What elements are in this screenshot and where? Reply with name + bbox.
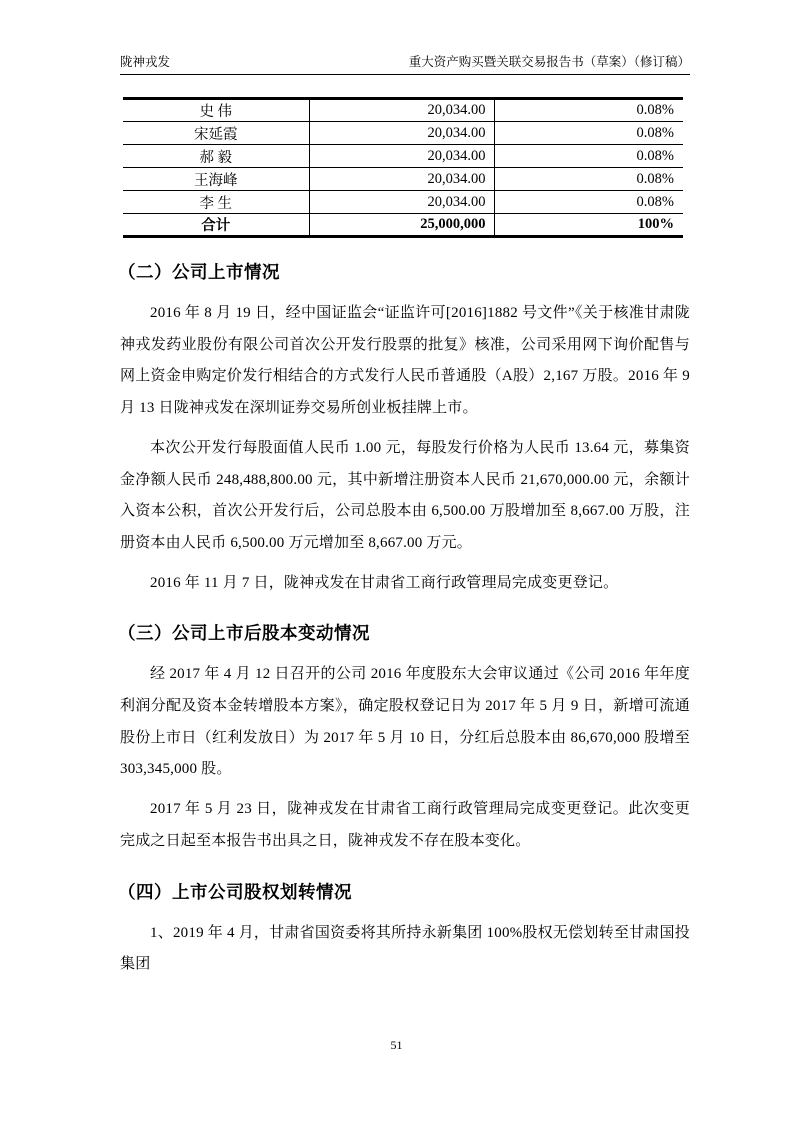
percentage-cell: 0.08% (494, 122, 683, 145)
paragraph: 2016 年 8 月 19 日，经中国证监会“证监许可[2016]1882 号文件”《关于核准甘肃陇神戎发药业股份有限公司首次公开发行股票的批复》核准，公司采用网下询价配售与网上资金申购定价发行相结合的方式发行人民币普通股（A股）2,167 万股。2016 年 9 月 13 日陇神戎发在深圳证券交易所创业板挂牌上市。 (120, 305, 690, 417)
header-document-title: 重大资产购买暨关联交易报告书（草案）（修订稿） (408, 55, 690, 69)
section-share-capital-changes (120, 621, 690, 857)
table-row (123, 122, 683, 145)
shares-cell: 20,034.00 (309, 145, 494, 168)
paragraph: 1、2019 年 4 月，甘肃省国资委将其所持永新集团 100%股权无偿划转至甘肃国投集团 (120, 924, 690, 973)
shareholder-name-cell: 郝 毅 (123, 145, 309, 168)
percentage-cell: 0.08% (494, 168, 683, 191)
section-heading: （二）公司上市情况 (118, 262, 280, 282)
table-row (123, 168, 683, 191)
total-label-cell: 合计 (123, 214, 309, 237)
paragraph: 本次公开发行每股面值人民币 1.00 元，每股发行价格为人民币 13.64 元，募集资金净额人民币 248,488,800.00 元，其中新增注册资本人民币 21,670,000.00 元，余额计入资本公积，首次公开发行后，公司总股本由 6,500.00 万股增加至 8,667.00 万股，注册资本由人民币 6,500.00 万元增加至 8,667.00 万元。 (120, 439, 690, 551)
shareholder-name-cell: 李 生 (123, 191, 309, 214)
header-company-name: 陇神戎发 (120, 55, 171, 69)
shares-cell: 20,034.00 (309, 168, 494, 191)
table-row (123, 99, 683, 122)
shares-cell: 20,034.00 (309, 122, 494, 145)
paragraph: 经 2017 年 4 月 12 日召开的公司 2016 年度股东大会审议通过《公司 2016 年年度利润分配及资本金转增股本方案》，确定股权登记日为 2017 年 5 月 9 日，新增可流通股份上市日（红利发放日）为 2017 年 5 月 10 日，分红后总股本由 86,670,000 股增至 303,345,000 股。 (120, 666, 690, 778)
section-listing-status (120, 260, 690, 599)
shares-cell: 20,034.00 (309, 99, 494, 122)
total-percentage-cell: 100% (637, 216, 674, 232)
shareholder-name-cell: 王海峰 (123, 168, 309, 191)
paragraph: 2016 年 11 月 7 日，陇神戎发在甘肃省工商行政管理局完成变更登记。 (150, 574, 619, 591)
paragraph: 2017 年 5 月 23 日，陇神戎发在甘肃省工商行政管理局完成变更登记。此次变更完成之日起至本报告书出具之日，陇神戎发不存在股本变化。 (120, 801, 690, 849)
table-total-row (123, 214, 683, 237)
percentage-cell: 0.08% (494, 191, 683, 214)
section-heading: （三）公司上市后股本变动情况 (118, 623, 370, 644)
running-header (120, 54, 690, 75)
shares-cell: 20,034.00 (309, 191, 494, 214)
percentage-cell: 0.08% (494, 99, 683, 122)
shareholder-table (123, 97, 683, 238)
page-number: 51 (390, 1038, 403, 1052)
section-heading: （四）上市公司股权划转情况 (118, 881, 352, 902)
shareholder-name-cell: 史 伟 (123, 99, 309, 122)
shareholder-name-cell: 宋延霞 (123, 122, 309, 145)
table-row (123, 145, 683, 168)
percentage-cell: 0.08% (494, 145, 683, 168)
section-equity-transfer (120, 880, 690, 981)
table-row (123, 191, 683, 214)
total-shares-cell: 25,000,000 (309, 214, 494, 237)
